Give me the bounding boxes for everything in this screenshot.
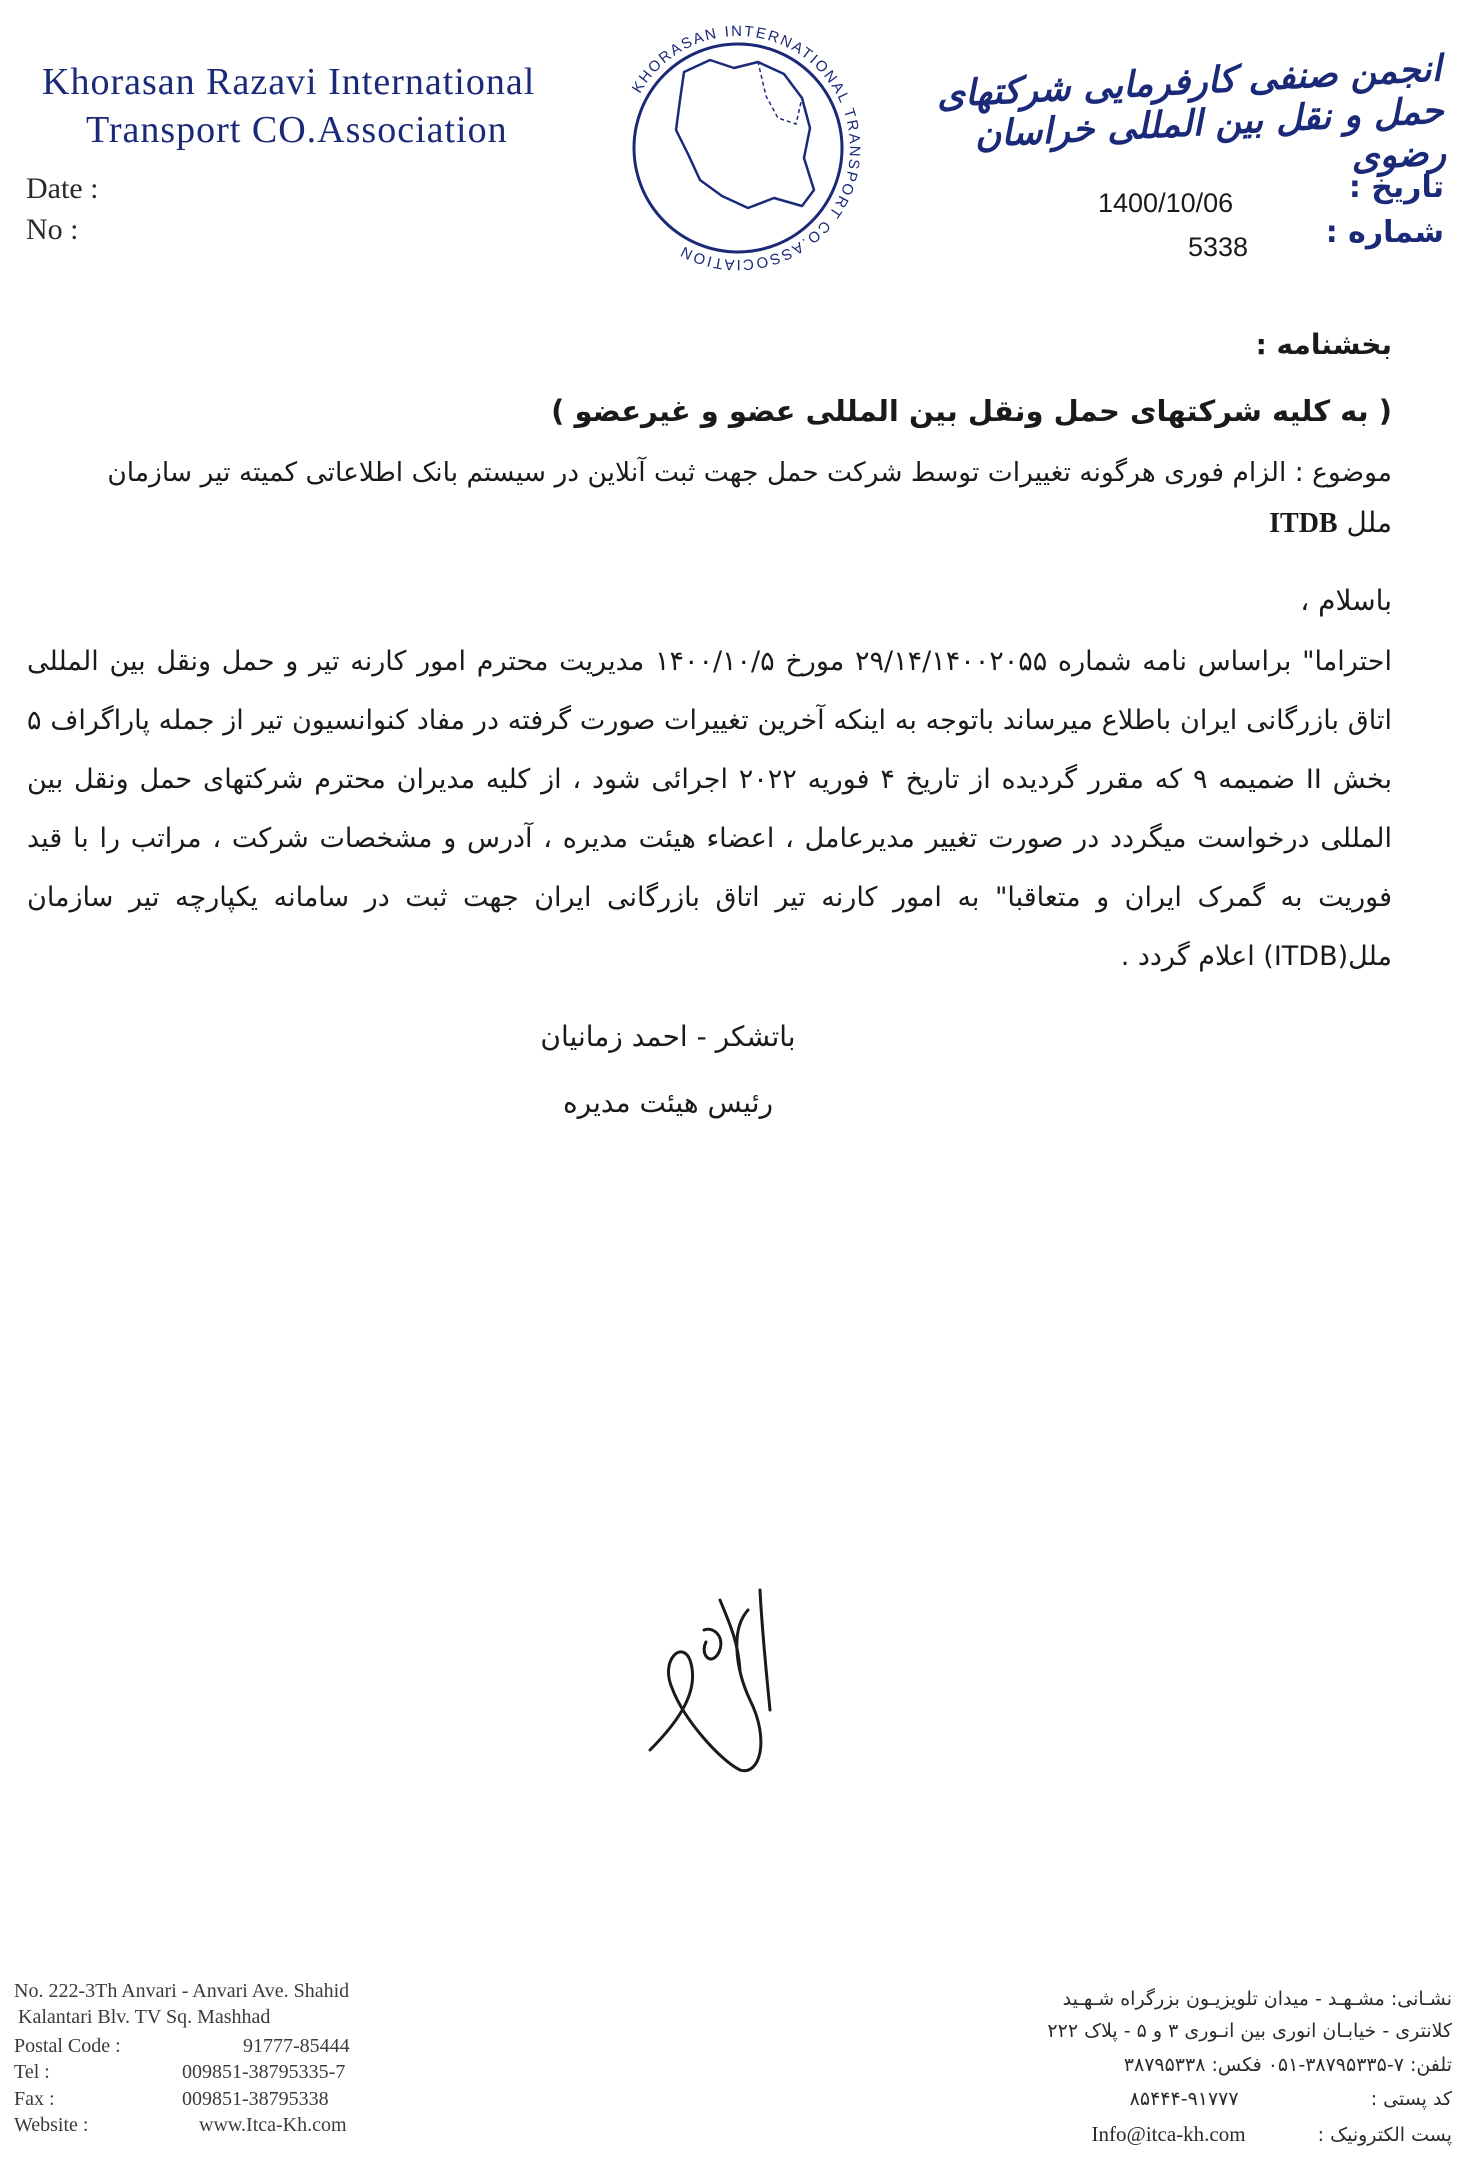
footer-tel-value: 009851-38795335-7 bbox=[182, 2061, 346, 2083]
association-seal-logo bbox=[588, 2, 888, 294]
letterhead-english-name bbox=[42, 58, 602, 154]
footer-fa-email-row bbox=[992, 2122, 1452, 2147]
footer-website-link[interactable]: www.Itca-Kh.com bbox=[199, 2114, 347, 2136]
footer-fa-postal-value: ۹۱۷۷۷-۸۵۴۴۴ bbox=[1129, 2088, 1239, 2110]
greeting: باسلام ، bbox=[1300, 584, 1392, 617]
letterhead-persian-name: انجمن صنفی کارفرمایی شرکتهای حمل و نقل بین المللی خراسان رضوی bbox=[935, 47, 1447, 179]
footer-fa-postal-label: کد پستی : bbox=[1370, 2088, 1452, 2110]
iran-map-outline bbox=[676, 60, 814, 208]
number-value: 5338 bbox=[1188, 232, 1249, 262]
footer-postal-label: Postal Code : bbox=[14, 2035, 121, 2057]
date-label-fa: تاریخ : bbox=[1348, 170, 1444, 205]
footer-fa-email-label: پست الکترونیک : bbox=[1317, 2124, 1452, 2146]
footer-website-label: Website : bbox=[14, 2114, 89, 2136]
svg-text:KHORASAN INTERNATIONAL TRANSPO bbox=[629, 23, 863, 273]
number-label-fa: شماره : bbox=[1325, 215, 1444, 250]
signer-title: رئیس هیئت مدیره bbox=[562, 1086, 774, 1119]
circular-heading: بخشنامه : bbox=[1255, 328, 1392, 361]
date-value: 1400/10/06 bbox=[1098, 188, 1234, 218]
letter-body-paragraph: احتراما" براساس نامه شماره ۲۹/۱۴/۱۴۰۰۲۰۵۵ مورخ ۱۴۰۰/۱۰/۵ مدیریت محترم امور کارنه تیر و حمل ونقل بین المللی اتاق بازرگانی ایران باطلاع میرساند باتوجه به اینکه آخرین تغییرات صورت گرفته در مفاد کنوانسیون تیر از جمله پاراگراف ۵ بخش II ضمیمه ۹ که مقرر گردیده از تاریخ ۴ فوریه ۲۰۲۲ اجرائی شود ، از کلیه مدیران محترم شرکتهای حمل ونقل بین المللی درخواست میگردد در صورت تغییر مدیرعامل ، اعضاء هیئت مدیره ، آدرس و مشخصات شرکت ، مراتب را با قید فوریت به گمرک ایران و متعاقبا" به امور کارنه تیر اتاق بازرگانی ایران جهت ثبت در سامانه یکپارچه تیر سازمان ملل(ITDB) اعلام گردد . bbox=[27, 646, 1392, 972]
date-label-en: Date : bbox=[26, 172, 99, 205]
recipients-line: ( به کلیه شرکتهای حمل ونقل بین المللی عضو و غیرعضو ) bbox=[551, 394, 1392, 428]
footer-email-link[interactable]: Info@itca-kh.com bbox=[1091, 2122, 1246, 2146]
footer-tel-label: Tel : bbox=[14, 2061, 50, 2083]
footer-postal-value: 91777-85444 bbox=[243, 2035, 350, 2057]
seal-ring-text: KHORASAN INTERNATIONAL TRANSPORT CO.ASSOCIATION bbox=[628, 22, 864, 274]
subject-line-2-word: ملل bbox=[1346, 506, 1392, 539]
footer-fax-value: 009851-38795338 bbox=[182, 2088, 329, 2110]
footer-fa-postal-row bbox=[992, 2088, 1452, 2110]
footer-fax-label: Fax : bbox=[14, 2088, 55, 2110]
footer-fa-address-line2: کلانتری - خیابـان انوری بین انـوری ۳ و ۵ - پلاک ۲۲۲ bbox=[1047, 2020, 1452, 2042]
handwritten-signature bbox=[620, 1570, 800, 1780]
english-name-line2: Transport CO.Association bbox=[86, 109, 508, 151]
footer-address-line1: No. 222-3Th Anvari - Anvari Ave. Shahid bbox=[14, 1980, 350, 2002]
subject-line-2 bbox=[32, 506, 1392, 540]
footer-fa-tel-fax: تلفن: ۷-۳۸۷۹۵۳۳۵-۰۵۱ فکس: ۳۸۷۹۵۳۳۸ bbox=[1123, 2054, 1452, 2076]
subject-itdb-code: ITDB bbox=[1269, 508, 1338, 539]
number-label-en: No : bbox=[26, 213, 79, 246]
english-name-line1: Khorasan Razavi International bbox=[42, 61, 536, 103]
subject-line-1: موضوع : الزام فوری هرگونه تغییرات توسط شرکت حمل جهت ثبت آنلاین در سیستم بانک اطلاعاتی کمیته تیر سازمان bbox=[107, 457, 1392, 488]
footer-address-line2: Kalantari Blv. TV Sq. Mashhad bbox=[18, 2006, 271, 2028]
closing-signoff: باتشکر - احمد زمانیان bbox=[540, 1020, 796, 1053]
footer-fa-address-line1: نشـانی: مشـهـد - میدان تلویزیـون بزرگراه شـهـید bbox=[1062, 1988, 1452, 2010]
